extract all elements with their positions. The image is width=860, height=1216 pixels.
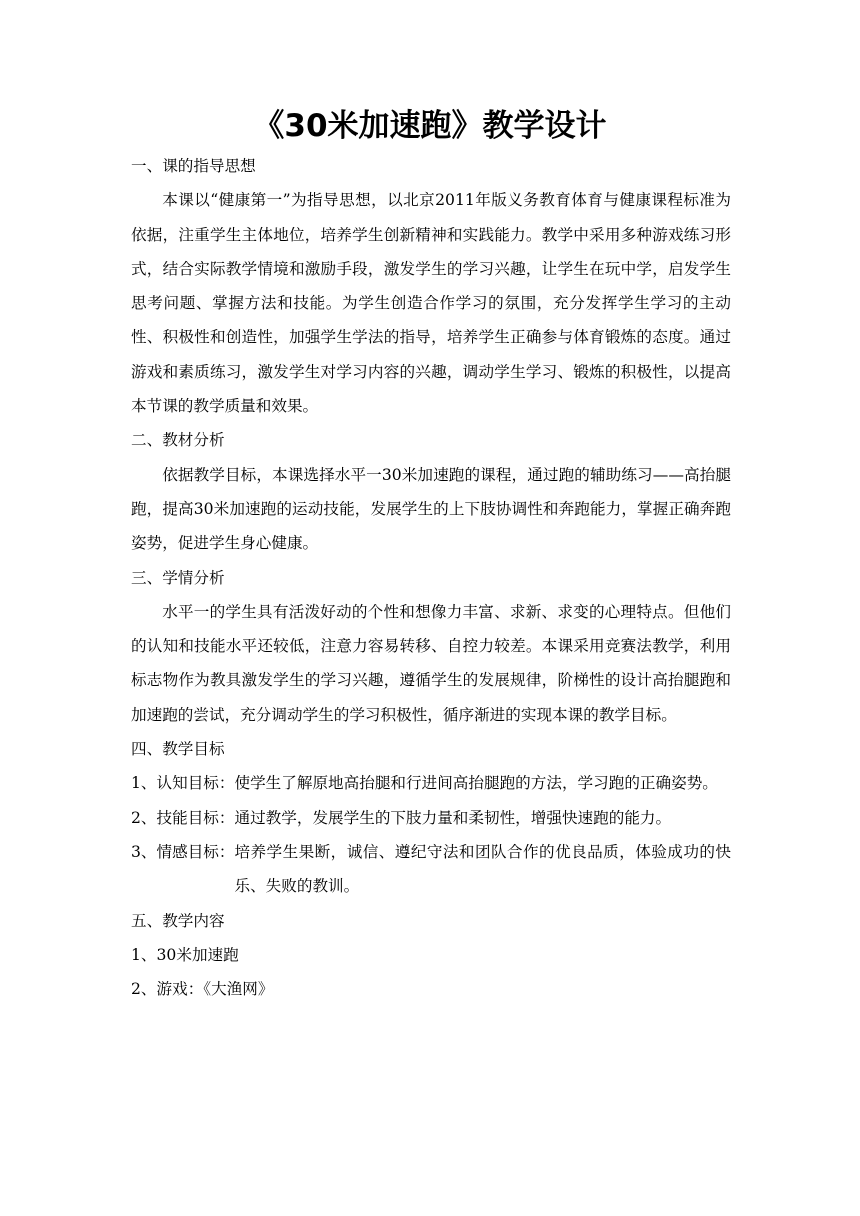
material-analysis-paragraph: 依据教学目标，本课选择水平一30米加速跑的课程，通过跑的辅助练习——高抬腿跑，提高30米加速跑的运动技能，发展学生的上下肢协调性和奔跑能力，掌握正确奔跑姿势，促进学生身心健康。 bbox=[131, 465, 731, 553]
goal-cognitive: 1、认知目标：使学生了解原地高抬腿和行进间高抬腿跑的方法，学习跑的正确姿势。 bbox=[131, 774, 718, 793]
content-item-sprint: 1、30米加速跑 bbox=[131, 945, 239, 964]
document-body bbox=[131, 149, 731, 1006]
student-analysis-paragraph: 水平一的学生具有活泼好动的个性和想像力丰富、求新、求变的心理特点。但他们的认知和技能水平还较低，注意力容易转移、自控力较差。本课采用竞赛法教学，利用标志物作为教具激发学生的学习兴趣，遵循学生的发展规律，阶梯性的设计高抬腿跑和加速跑的尝试，充分调动学生的学习积极性，循序渐进的实现本课的教学目标。 bbox=[131, 602, 731, 724]
document-title: 《30米加速跑》教学设计 bbox=[253, 108, 607, 144]
goal-emotional-text: 培养学生果断，诚信、遵纪守法和团队合作的优良品质，体验成功的快乐、失败的教训。 bbox=[234, 842, 731, 896]
section-heading-student-analysis: 三、学情分析 bbox=[131, 568, 225, 587]
goal-skill: 2、技能目标：通过教学，发展学生的下肢力量和柔韧性，增强快速跑的能力。 bbox=[131, 808, 672, 827]
section-heading-material-analysis: 二、教材分析 bbox=[131, 431, 225, 450]
guiding-ideology-paragraph: 本课以“健康第一”为指导思想，以北京2011年版义务教育体育与健康课程标准为依据，注重学生主体地位，培养学生创新精神和实践能力。教学中采用多种游戏练习形式，结合实际教学情境和激励手段，激发学生的学习兴趣，让学生在玩中学，启发学生思考问题、掌握方法和技能。为学生创造合作学习的氛围，充分发挥学生学习的主动性、积极性和创造性，加强学生学法的指导，培养学生正确参与体育锻炼的态度。通过游戏和素质练习，激发学生对学习内容的兴趣，调动学生学习、锻炼的积极性，以提高本节课的教学质量和效果。 bbox=[131, 191, 731, 416]
goal-emotional bbox=[131, 835, 731, 904]
section-heading-teaching-goals: 四、教学目标 bbox=[131, 740, 225, 759]
section-heading-teaching-content: 五、教学内容 bbox=[131, 911, 225, 930]
section-heading-guiding-ideology: 一、课的指导思想 bbox=[131, 157, 256, 175]
content-item-game: 2、游戏：《大渔网》 bbox=[131, 980, 274, 999]
goal-emotional-label: 3、情感目标： bbox=[131, 842, 235, 861]
